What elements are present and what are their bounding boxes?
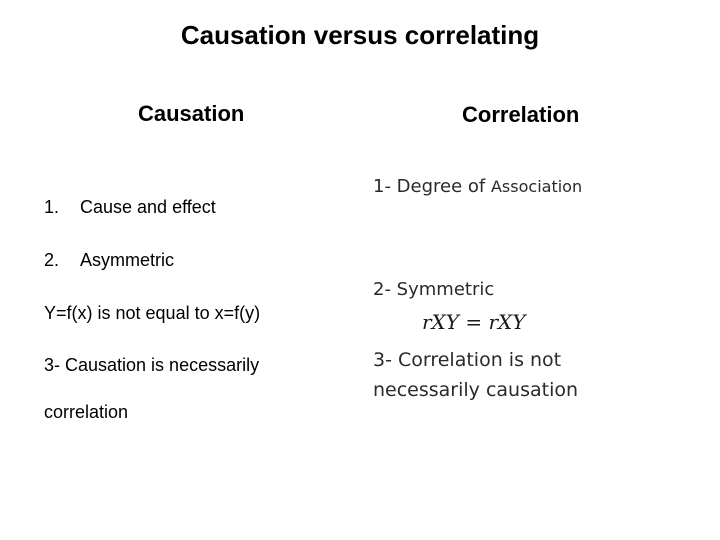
correlation-item-2: 2- Symmetric [373,279,495,300]
causation-item-2 [44,250,174,271]
causation-item-3-line-1: 3- Causation is necessarily [44,355,260,375]
item-text-small: Association [490,177,583,196]
causation-equation-line: Y=f(x) is not equal to x=f(y) [44,303,261,323]
item-text: Asymmetric [80,250,174,270]
item-3-line-2: necessarily causation [373,379,579,401]
item-number: 2. [44,250,60,270]
item-3-line-1: 3- Correlation is not [373,349,562,371]
correlation-item-1 [373,176,582,197]
causation-item-3-line-2: correlation [44,402,129,422]
causation-heading: Causation [138,101,245,126]
causation-item-1 [44,197,216,218]
correlation-item-3 [373,345,613,405]
item-text: Cause and effect [80,197,216,217]
item-text: 1- Degree of [373,176,491,197]
slide-title: Causation versus correlating [180,20,540,50]
symmetry-formula: rXY = rXY [422,310,526,334]
correlation-heading: Correlation [462,102,580,127]
item-number: 1. [44,197,60,217]
